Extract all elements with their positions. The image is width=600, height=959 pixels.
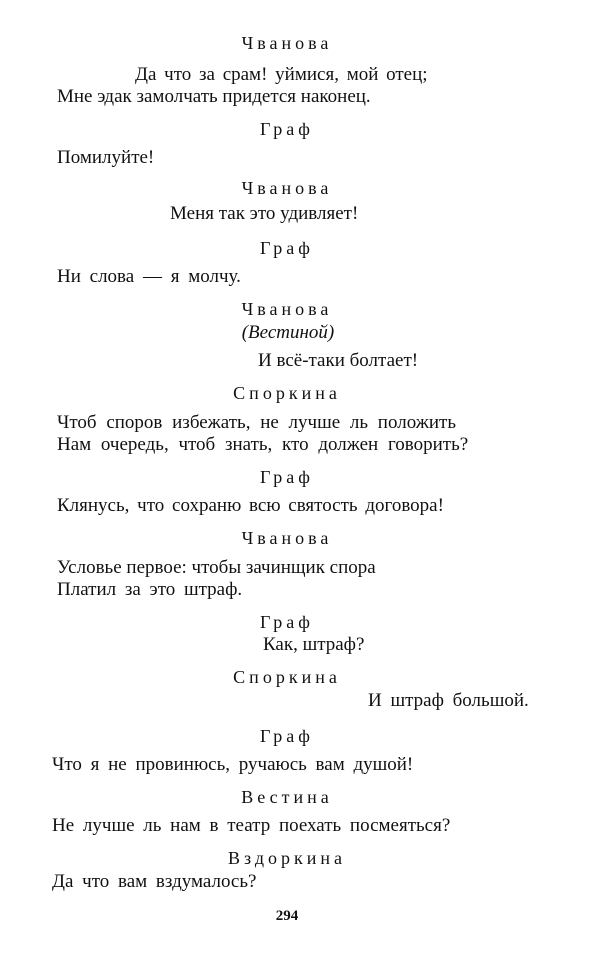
verse-line: Условье первое: чтобы зачинщик спора	[57, 557, 376, 578]
verse-line: Нам очередь, чтоб знать, кто должен говорить?	[57, 434, 469, 455]
speaker-name: Чванова	[241, 299, 333, 319]
verse-line: И штраф большой.	[368, 690, 529, 711]
verse-line: Помилуйте!	[57, 147, 155, 168]
verse-line: Меня так это удивляет!	[170, 203, 359, 224]
verse-line: Мне эдак замолчать придется наконец.	[57, 86, 371, 107]
verse-line: Что я не провинюсь, ручаюсь вам душой!	[52, 754, 414, 775]
speaker-name: Вестина	[241, 787, 333, 807]
verse-line: Платил за это штраф.	[57, 579, 243, 600]
speaker-name: Чванова	[241, 178, 333, 198]
page-number: 294	[275, 908, 299, 924]
verse-line: Не лучше ль нам в театр поехать посмеяться?	[52, 815, 451, 836]
speaker-name: Вздоркина	[228, 848, 346, 868]
verse-line: Как, штраф?	[263, 634, 365, 655]
stage-direction: (Вестиной)	[241, 322, 335, 343]
speaker-name: Граф	[260, 238, 314, 258]
verse-line: И всё-таки болтает!	[258, 350, 419, 371]
speaker-name: Граф	[260, 612, 314, 632]
speaker-name: Чванова	[241, 33, 333, 53]
speaker-name: Споркина	[233, 667, 341, 687]
verse-line: Клянусь, что сохраню всю святость договора!	[57, 495, 444, 516]
verse-line: Да что за срам! уймися, мой отец;	[135, 64, 428, 85]
speaker-name: Граф	[260, 726, 314, 746]
verse-line: Чтоб споров избежать, не лучше ль положить	[57, 412, 456, 433]
verse-line: Ни слова — я молчу.	[57, 266, 241, 287]
speaker-name: Граф	[260, 467, 314, 487]
speaker-name: Граф	[260, 119, 314, 139]
speaker-name: Чванова	[241, 528, 333, 548]
speaker-name: Споркина	[233, 383, 341, 403]
verse-line: Да что вам вздумалось?	[52, 871, 257, 892]
